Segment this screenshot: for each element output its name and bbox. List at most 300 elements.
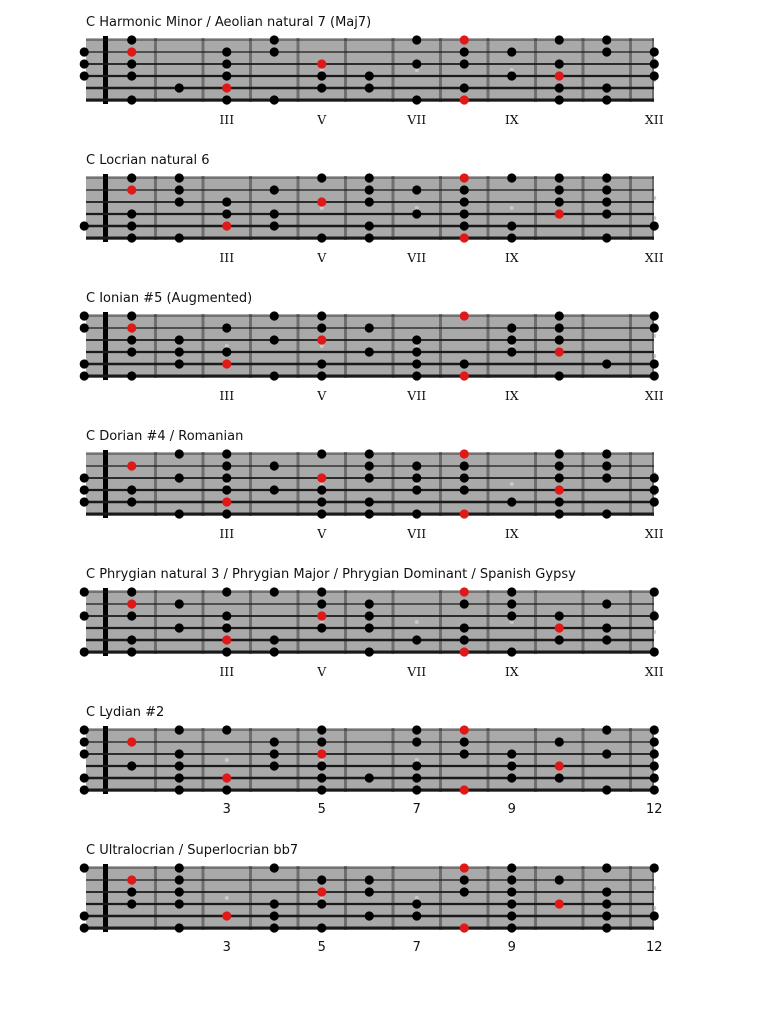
fret-wire	[582, 452, 585, 516]
note-marker	[507, 875, 516, 884]
note-marker	[412, 911, 421, 920]
note-marker	[80, 749, 89, 758]
fret-position-label: IX	[504, 250, 519, 265]
fret-wire	[154, 866, 157, 930]
note-marker	[602, 473, 611, 482]
note-marker	[412, 509, 421, 518]
note-marker	[650, 59, 659, 68]
note-marker	[80, 47, 89, 56]
note-marker	[555, 59, 564, 68]
fret-wire	[297, 38, 300, 102]
root-note-marker	[555, 347, 564, 356]
note-marker	[317, 359, 326, 368]
note-marker	[555, 635, 564, 644]
fret-position-label: III	[219, 112, 235, 127]
fret-wire	[629, 728, 632, 792]
fret-inlay	[320, 206, 324, 210]
fret-inlay	[415, 206, 419, 210]
root-note-marker	[555, 623, 564, 632]
note-marker	[555, 185, 564, 194]
note-marker	[317, 233, 326, 242]
note-marker	[80, 371, 89, 380]
note-marker	[555, 875, 564, 884]
note-marker	[460, 185, 469, 194]
note-marker	[222, 485, 231, 494]
fret-wire	[534, 590, 537, 654]
note-marker	[555, 461, 564, 470]
note-marker	[460, 485, 469, 494]
note-marker	[412, 785, 421, 794]
note-marker	[365, 509, 374, 518]
note-marker	[507, 173, 516, 182]
note-marker	[412, 461, 421, 470]
note-marker	[365, 173, 374, 182]
note-marker	[127, 59, 136, 68]
note-marker	[507, 749, 516, 758]
note-marker	[127, 209, 136, 218]
note-marker	[365, 911, 374, 920]
note-marker	[602, 635, 611, 644]
note-marker	[602, 923, 611, 932]
note-marker	[175, 887, 184, 896]
fret-wire	[487, 38, 490, 102]
note-marker	[127, 887, 136, 896]
note-marker	[650, 485, 659, 494]
note-marker	[175, 473, 184, 482]
note-marker	[555, 773, 564, 782]
note-marker	[222, 647, 231, 656]
note-marker	[365, 473, 374, 482]
fret-wire	[249, 314, 252, 378]
note-marker	[222, 587, 231, 596]
note-marker	[270, 911, 279, 920]
note-marker	[555, 473, 564, 482]
note-marker	[365, 221, 374, 230]
fret-inlay	[415, 482, 419, 486]
note-marker	[80, 497, 89, 506]
note-marker	[555, 323, 564, 332]
fret-wire	[249, 452, 252, 516]
fret-wire	[344, 866, 347, 930]
note-marker	[80, 725, 89, 734]
note-marker	[507, 323, 516, 332]
root-note-marker	[222, 911, 231, 920]
fret-wire	[202, 866, 205, 930]
scale-title: C Dorian #4 / Romanian	[86, 429, 244, 444]
note-marker	[365, 611, 374, 620]
root-note-marker	[555, 71, 564, 80]
note-marker	[602, 887, 611, 896]
fret-wire	[154, 590, 157, 654]
note-marker	[80, 773, 89, 782]
note-marker	[270, 185, 279, 194]
note-marker	[555, 449, 564, 458]
note-marker	[650, 785, 659, 794]
fret-position-label: V	[317, 112, 327, 127]
fret-position-label: 9	[507, 940, 516, 955]
root-note-marker	[317, 749, 326, 758]
note-marker	[270, 311, 279, 320]
fret-wire	[487, 728, 490, 792]
note-marker	[412, 185, 421, 194]
note-marker	[270, 485, 279, 494]
note-marker	[127, 95, 136, 104]
scale-title: C Harmonic Minor / Aeolian natural 7 (Maj7)	[86, 15, 372, 30]
note-marker	[650, 725, 659, 734]
fret-wire	[202, 314, 205, 378]
note-marker	[222, 209, 231, 218]
note-marker	[317, 311, 326, 320]
note-marker	[365, 347, 374, 356]
note-marker	[412, 635, 421, 644]
note-marker	[460, 749, 469, 758]
note-marker	[507, 587, 516, 596]
note-marker	[602, 461, 611, 470]
note-marker	[602, 173, 611, 182]
note-marker	[175, 785, 184, 794]
note-marker	[507, 233, 516, 242]
fret-wire	[344, 590, 347, 654]
fret-position-label: V	[317, 388, 327, 403]
note-marker	[365, 773, 374, 782]
note-marker	[222, 449, 231, 458]
fret-wire	[392, 176, 395, 240]
fret-wire	[249, 590, 252, 654]
fret-wire	[154, 452, 157, 516]
note-marker	[175, 725, 184, 734]
note-marker	[507, 335, 516, 344]
fret-wire	[202, 38, 205, 102]
fret-inlay	[510, 482, 514, 486]
note-marker	[80, 359, 89, 368]
note-marker	[317, 173, 326, 182]
fret-inlay	[225, 758, 229, 762]
fret-wire	[439, 728, 442, 792]
note-marker	[175, 773, 184, 782]
nut	[103, 726, 108, 794]
note-marker	[127, 311, 136, 320]
note-marker	[412, 347, 421, 356]
fret-position-label: 7	[412, 802, 421, 817]
fret-wire	[154, 176, 157, 240]
fret-wire	[202, 176, 205, 240]
fret-position-label: 12	[645, 802, 663, 817]
root-note-marker	[555, 209, 564, 218]
fret-inlay	[415, 344, 419, 348]
note-marker	[650, 47, 659, 56]
note-marker	[175, 449, 184, 458]
fret-wire	[297, 314, 300, 378]
fret-wire	[439, 452, 442, 516]
note-marker	[270, 461, 279, 470]
note-marker	[365, 599, 374, 608]
note-marker	[460, 599, 469, 608]
fret-inlay	[225, 206, 229, 210]
note-marker	[365, 185, 374, 194]
root-note-marker	[317, 197, 326, 206]
fret-position-label: XII	[644, 526, 664, 541]
root-note-marker	[127, 875, 136, 884]
fret-position-label: XII	[644, 664, 664, 679]
note-marker	[650, 311, 659, 320]
fret-wire	[629, 452, 632, 516]
note-marker	[365, 647, 374, 656]
fret-wire	[534, 866, 537, 930]
note-marker	[555, 497, 564, 506]
note-marker	[175, 875, 184, 884]
note-marker	[507, 221, 516, 230]
fret-position-label: V	[317, 250, 327, 265]
fret-wire	[487, 176, 490, 240]
note-marker	[602, 899, 611, 908]
fret-wire	[202, 590, 205, 654]
nut	[103, 36, 108, 104]
note-marker	[80, 911, 89, 920]
note-marker	[270, 737, 279, 746]
note-marker	[127, 635, 136, 644]
fretboard	[0, 705, 768, 815]
fretboard	[0, 15, 768, 125]
note-marker	[317, 737, 326, 746]
root-note-marker	[317, 59, 326, 68]
note-marker	[270, 587, 279, 596]
note-marker	[175, 335, 184, 344]
note-marker	[80, 647, 89, 656]
note-marker	[412, 485, 421, 494]
fret-inlay	[225, 896, 229, 900]
note-marker	[222, 785, 231, 794]
root-note-marker	[127, 185, 136, 194]
note-marker	[650, 71, 659, 80]
note-marker	[555, 371, 564, 380]
root-note-marker	[460, 233, 469, 242]
note-marker	[602, 95, 611, 104]
root-note-marker	[127, 47, 136, 56]
root-note-marker	[222, 359, 231, 368]
fret-wire	[487, 590, 490, 654]
root-note-marker	[222, 83, 231, 92]
root-note-marker	[127, 599, 136, 608]
note-marker	[80, 587, 89, 596]
fret-position-label: IX	[504, 526, 519, 541]
root-note-marker	[317, 335, 326, 344]
fret-wire	[582, 314, 585, 378]
note-marker	[127, 335, 136, 344]
note-marker	[460, 209, 469, 218]
note-marker	[80, 473, 89, 482]
scale-diagram	[0, 153, 768, 283]
fret-wire	[392, 728, 395, 792]
note-marker	[650, 773, 659, 782]
note-marker	[412, 899, 421, 908]
note-marker	[222, 197, 231, 206]
note-marker	[175, 923, 184, 932]
note-marker	[317, 923, 326, 932]
note-marker	[317, 485, 326, 494]
note-marker	[365, 875, 374, 884]
note-marker	[507, 863, 516, 872]
note-marker	[555, 95, 564, 104]
note-marker	[365, 623, 374, 632]
scale-title: C Ultralocrian / Superlocrian bb7	[86, 843, 299, 858]
fretboard	[0, 567, 768, 677]
fret-wire	[582, 866, 585, 930]
fret-wire	[534, 314, 537, 378]
note-marker	[222, 461, 231, 470]
fret-position-label: III	[219, 526, 235, 541]
fret-wire	[439, 590, 442, 654]
root-note-marker	[222, 221, 231, 230]
note-marker	[270, 371, 279, 380]
note-marker	[222, 473, 231, 482]
note-marker	[650, 359, 659, 368]
note-marker	[80, 485, 89, 494]
note-marker	[222, 725, 231, 734]
note-marker	[127, 587, 136, 596]
note-marker	[365, 233, 374, 242]
note-marker	[317, 509, 326, 518]
note-marker	[365, 449, 374, 458]
fret-position-label: IX	[504, 388, 519, 403]
note-marker	[127, 347, 136, 356]
nut	[103, 312, 108, 380]
note-marker	[460, 47, 469, 56]
fret-wire	[297, 590, 300, 654]
note-marker	[412, 335, 421, 344]
root-note-marker	[460, 647, 469, 656]
scale-title: C Lydian #2	[86, 705, 165, 720]
fret-wire	[344, 176, 347, 240]
note-marker	[317, 323, 326, 332]
note-marker	[602, 785, 611, 794]
note-marker	[317, 371, 326, 380]
note-marker	[412, 761, 421, 770]
note-marker	[460, 737, 469, 746]
note-marker	[127, 71, 136, 80]
note-marker	[175, 599, 184, 608]
note-marker	[270, 635, 279, 644]
root-note-marker	[460, 311, 469, 320]
note-marker	[80, 323, 89, 332]
fret-position-label: III	[219, 664, 235, 679]
fret-wire	[344, 314, 347, 378]
scale-diagram	[0, 291, 768, 421]
fret-wire	[392, 866, 395, 930]
root-note-marker	[460, 35, 469, 44]
note-marker	[175, 899, 184, 908]
note-marker	[175, 347, 184, 356]
fret-wire	[154, 314, 157, 378]
fret-inlay	[415, 620, 419, 624]
note-marker	[175, 173, 184, 182]
fret-position-label: VII	[407, 112, 427, 127]
fret-wire	[629, 314, 632, 378]
fret-position-label: 3	[222, 940, 231, 955]
note-marker	[460, 887, 469, 896]
note-marker	[127, 647, 136, 656]
fret-inlay	[510, 344, 514, 348]
note-marker	[460, 623, 469, 632]
root-note-marker	[460, 509, 469, 518]
note-marker	[412, 59, 421, 68]
note-marker	[270, 95, 279, 104]
note-marker	[460, 461, 469, 470]
root-note-marker	[460, 923, 469, 932]
fret-position-label: 5	[317, 940, 326, 955]
note-marker	[270, 923, 279, 932]
fret-position-label: 5	[317, 802, 326, 817]
nut	[103, 864, 108, 932]
fret-wire	[297, 452, 300, 516]
note-marker	[555, 335, 564, 344]
note-marker	[80, 311, 89, 320]
note-marker	[602, 359, 611, 368]
fret-position-label: 3	[222, 802, 231, 817]
scale-title: C Ionian #5 (Augmented)	[86, 291, 253, 306]
root-note-marker	[460, 173, 469, 182]
root-note-marker	[460, 449, 469, 458]
root-note-marker	[317, 611, 326, 620]
scale-diagram	[0, 705, 768, 835]
fret-position-label: XII	[644, 250, 664, 265]
root-note-marker	[460, 587, 469, 596]
note-marker	[507, 71, 516, 80]
fret-wire	[249, 38, 252, 102]
fret-wire	[297, 866, 300, 930]
root-note-marker	[317, 887, 326, 896]
note-marker	[365, 323, 374, 332]
note-marker	[507, 347, 516, 356]
note-marker	[127, 497, 136, 506]
fretboard	[0, 429, 768, 539]
note-marker	[317, 497, 326, 506]
fret-position-label: XII	[644, 388, 664, 403]
note-marker	[80, 221, 89, 230]
fret-inlay	[225, 482, 229, 486]
note-marker	[365, 197, 374, 206]
note-marker	[650, 749, 659, 758]
fret-wire	[249, 728, 252, 792]
note-marker	[270, 761, 279, 770]
note-marker	[507, 647, 516, 656]
note-marker	[222, 47, 231, 56]
note-marker	[317, 83, 326, 92]
note-marker	[650, 371, 659, 380]
note-marker	[602, 83, 611, 92]
scale-diagram	[0, 15, 768, 145]
fret-wire	[629, 866, 632, 930]
note-marker	[175, 83, 184, 92]
note-marker	[127, 761, 136, 770]
note-marker	[80, 785, 89, 794]
note-marker	[602, 449, 611, 458]
note-marker	[365, 83, 374, 92]
fretboard	[0, 291, 768, 401]
fret-position-label: VII	[407, 526, 427, 541]
note-marker	[507, 611, 516, 620]
fret-wire	[344, 38, 347, 102]
note-marker	[222, 611, 231, 620]
fret-wire	[392, 452, 395, 516]
note-marker	[555, 197, 564, 206]
note-marker	[650, 647, 659, 656]
fret-wire	[582, 176, 585, 240]
note-marker	[602, 623, 611, 632]
note-marker	[602, 599, 611, 608]
note-marker	[602, 35, 611, 44]
note-marker	[80, 923, 89, 932]
note-marker	[175, 359, 184, 368]
